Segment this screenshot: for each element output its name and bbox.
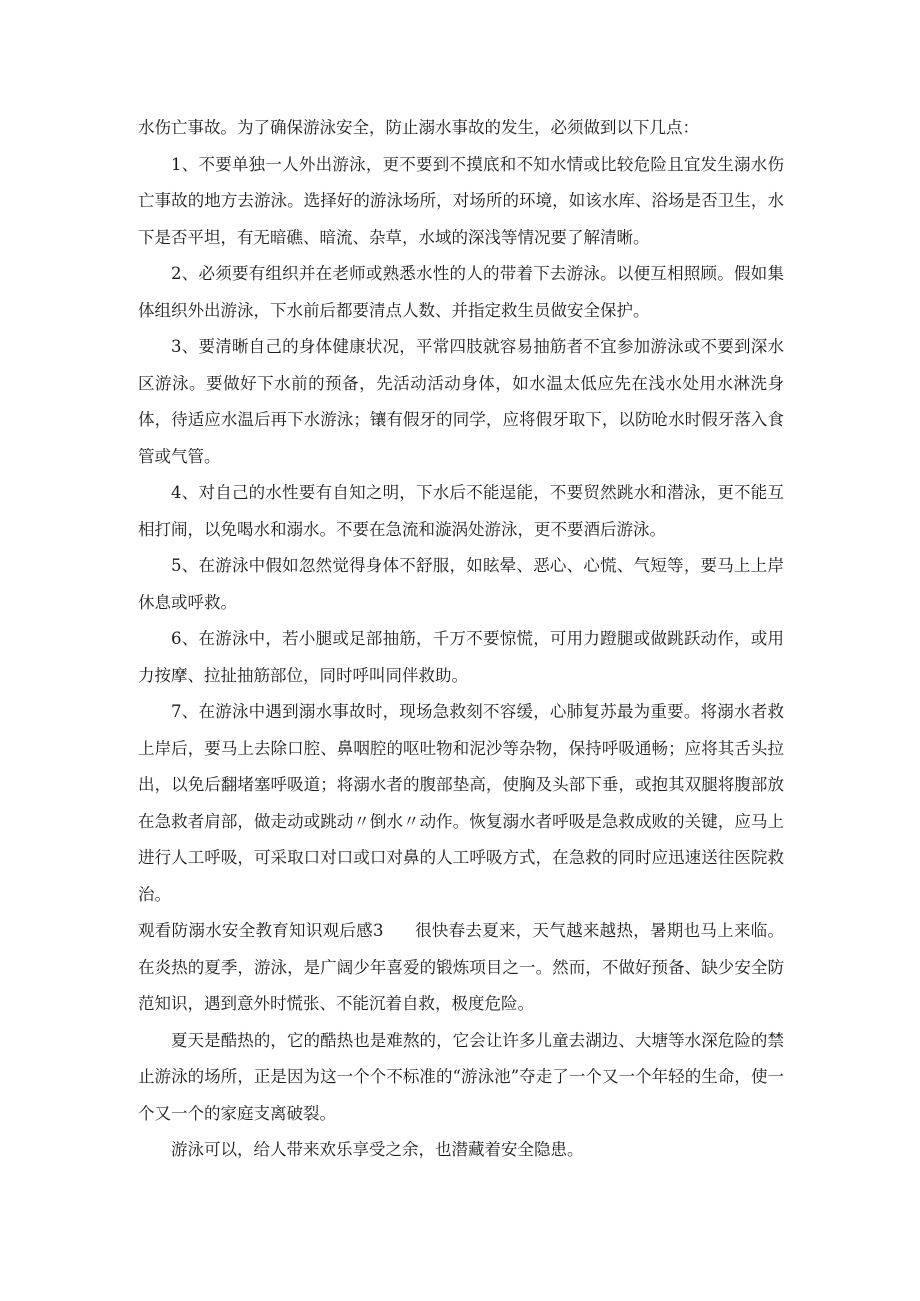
section-paragraph-summer: 夏天是酷热的，它的酷热也是难熬的，它会让许多儿童去湖边、大塘等水深危险的禁止游泳的场所，正是因为这一个个不标准的“游泳池”夺走了一个又一个年轻的生命，使一个又一个的家庭支离破裂。 — [138, 1030, 784, 1123]
paragraph-rule-3: 3、要清晰自己的身体健康状况，平常四肢就容易抽筋者不宜参加游泳或不要到深水区游泳。要做好下水前的预备，先活动活动身体，如水温太低应先在浅水处用水淋洗身体，待适应水温后再下水游泳；镶有假牙的同学，应将假牙取下，以防呛水时假牙落入食管或气管。 — [138, 337, 784, 466]
section-paragraph-first — [138, 913, 784, 1023]
section-heading: 观看防溺水安全教育知识观后感3 — [138, 921, 384, 940]
document-body — [138, 110, 784, 1169]
section-first-text: 很快春去夏来，天气越来越热，暑期也马上来临。在炎热的夏季，游泳，是广阔少年喜爱的锻炼项目之一。然而，不做好预备、缺少安全防范知识，遇到意外时慌张、不能沉着自救，极度危险。 — [138, 921, 785, 1013]
paragraph-rule-7: 7、在游泳中遇到溺水事故时，现场急救刻不容缓，心肺复苏最为重要。将溺水者救上岸后，要马上去除口腔、鼻咽腔的呕吐物和泥沙等杂物，保持呼吸通畅；应将其舌头拉出，以免后翻堵塞呼吸道；将溺水者的腹部垫高，使胸及头部下垂，或抱其双腿将腹部放在急救者肩部，做走动或跳动〃倒水〃动作。恢复溺水者呼吸是急救成败的关键，应马上进行人工呼吸，可采取口对口或口对鼻的人工呼吸方式，在急救的同时应迅速送往医院救治。 — [138, 702, 784, 904]
paragraph-rule-2: 2、必须要有组织并在老师或熟悉水性的人的带着下去游泳。以便互相照顾。假如集体组织外出游泳，下水前后都要清点人数、并指定救生员做安全保护。 — [138, 264, 784, 320]
paragraph-rule-4: 4、对自己的水性要有自知之明，下水后不能逞能，不要贸然跳水和潜泳，更不能互相打闹，以免喝水和溺水。不要在急流和漩涡处游泳，更不要酒后游泳。 — [138, 483, 784, 539]
section-paragraph-closing: 游泳可以，给人带来欢乐享受之余，也潜藏着安全隐患。 — [171, 1140, 584, 1159]
paragraph-intro: 水伤亡事故。为了确保游泳安全，防止溺水事故的发生，必须做到以下几点： — [138, 118, 699, 137]
paragraph-rule-1: 1、不要单独一人外出游泳，更不要到不摸底和不知水情或比较危险且宜发生溺水伤亡事故的地方去游泳。选择好的游泳场所，对场所的环境，如该水库、浴场是否卫生，水下是否平坦，有无暗礁、暗流、杂草，水域的深浅等情况要了解清晰。 — [138, 154, 784, 247]
paragraph-rule-6: 6、在游泳中，若小腿或足部抽筋，千万不要惊慌，可用力蹬腿或做跳跃动作，或用力按摩、拉扯抽筋部位，同时呼叫同伴救助。 — [138, 629, 784, 685]
paragraph-rule-5: 5、在游泳中假如忽然觉得身体不舒服，如眩晕、恶心、心慌、气短等，要马上上岸休息或呼救。 — [138, 556, 784, 612]
